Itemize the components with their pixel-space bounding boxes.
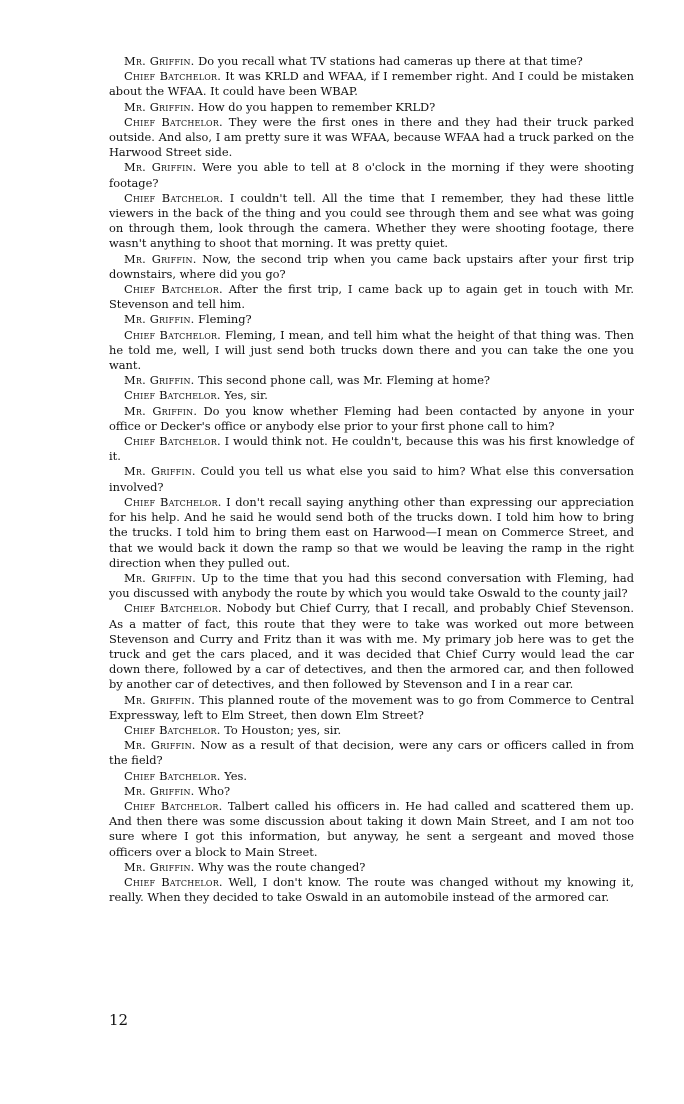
speaker-name: Chief Batchelor. (124, 874, 223, 889)
transcript-paragraph (109, 388, 634, 403)
transcript-paragraph (109, 693, 634, 723)
transcript-paragraph (109, 464, 634, 494)
speaker-name: Mr. Griffin. (124, 99, 195, 114)
paragraph-text: Yes. (224, 768, 247, 783)
transcript-paragraph (109, 769, 634, 784)
speaker-name: Chief Batchelor. (124, 388, 221, 403)
speaker-name: Chief Batchelor. (124, 768, 221, 783)
transcript-paragraph (109, 312, 634, 327)
transcript-body (109, 54, 634, 905)
paragraph-text: Now, the second trip when you came back upstairs after your first trip downstairs, where did you go? (109, 251, 635, 281)
paragraph-text: Fleming, I mean, and tell him what the height of that thing was. Then he told me, well, I will just send both trucks down there and you can take the one you want. (109, 327, 634, 373)
paragraph-text: Fleming? (198, 312, 252, 327)
transcript-paragraph (109, 860, 634, 875)
paragraph-text: Could you tell us what else you said to him? What else this conversation involved? (109, 464, 634, 494)
transcript-paragraph (109, 404, 634, 434)
speaker-name: Mr. Griffin. (124, 570, 196, 585)
speaker-name: Mr. Griffin. (124, 251, 197, 266)
speaker-name: Chief Batchelor. (124, 114, 223, 129)
transcript-paragraph (109, 784, 634, 799)
speaker-name: Mr. Griffin. (124, 464, 196, 479)
paragraph-text: Nobody but Chief Curry, that I recall, and probably Chief Stevenson. As a matter of fact, this route that they were to take was worked out more between Stevenson and Curry and Fritz than it was with me. My primary job here was to get the truck and get the cars placed, and it was decided that Chief Curry would lead the car down there, followed by a car of detectives, and then the armored car, and then followed by another car of detectives, and then followed by Stevenson and I in a rear car. (109, 601, 634, 692)
paragraph-text: Do you know whether Fleming had been contacted by anyone in your office or Decker's office or anybody else prior to your first phone call to him? (109, 403, 634, 433)
speaker-name: Mr. Griffin. (124, 160, 197, 175)
paragraph-text: Do you recall what TV stations had cameras up there at that time? (198, 54, 583, 68)
speaker-name: Chief Batchelor. (124, 327, 222, 342)
speaker-name: Mr. Griffin. (124, 54, 195, 68)
speaker-name: Mr. Griffin. (124, 692, 196, 707)
transcript-paragraph (109, 434, 634, 464)
speaker-name: Chief Batchelor. (124, 601, 222, 616)
transcript-paragraph (109, 100, 634, 115)
speaker-name: Chief Batchelor. (124, 434, 221, 449)
transcript-paragraph (109, 373, 634, 388)
speaker-name: Mr. Griffin. (124, 373, 195, 388)
paragraph-text: How do you happen to remember KRLD? (198, 99, 436, 114)
transcript-paragraph (109, 799, 634, 860)
transcript-paragraph (109, 115, 634, 161)
paragraph-text: After the first trip, I came back up to again get in touch with Mr. Stevenson and tell him. (109, 282, 634, 312)
paragraph-text: This planned route of the movement was to go from Commerce to Central Expressway, left to Elm Street, then down Elm Street? (109, 692, 634, 722)
transcript-paragraph (109, 495, 634, 571)
paragraph-text: I don't recall saying anything other than expressing our appreciation for his help. And he said he would send both of the trucks down. I told him how to bring the trucks. I told him to bring them east on Harwood—I mean on Commerce Street, and that we would back it down the ramp so that we would be leaving the ramp in the right direction when they pulled out. (109, 494, 634, 570)
speaker-name: Chief Batchelor. (124, 494, 222, 509)
paragraph-text: Well, I don't know. The route was changed without my knowing it, really. When they decided to take Oswald in an automobile instead of the armored car. (109, 874, 634, 905)
speaker-name: Mr. Griffin. (124, 859, 195, 874)
transcript-paragraph (109, 571, 634, 601)
paragraph-text: This second phone call, was Mr. Fleming at home? (198, 373, 491, 388)
speaker-name: Mr. Griffin. (124, 738, 196, 753)
transcript-paragraph (109, 723, 634, 738)
speaker-name: Mr. Griffin. (124, 783, 195, 798)
transcript-paragraph (109, 738, 634, 768)
transcript-paragraph (109, 191, 634, 252)
paragraph-text: To Houston; yes, sir. (224, 722, 342, 737)
paragraph-text: Why was the route changed? (198, 859, 366, 874)
speaker-name: Chief Batchelor. (124, 282, 223, 297)
speaker-name: Chief Batchelor. (124, 190, 224, 205)
transcript-paragraph (109, 328, 634, 374)
speaker-name: Chief Batchelor. (124, 722, 221, 737)
paragraph-text: Up to the time that you had this second conversation with Fleming, had you discussed with anybody the route by which you would take Oswald to the county jail? (109, 570, 634, 601)
transcript-paragraph (109, 54, 634, 69)
paragraph-text: Yes, sir. (224, 388, 268, 403)
paragraph-text: Who? (198, 783, 231, 798)
paragraph-text: It was KRLD and WFAA, if I remember right. And I could be mistaken about the WFAA. It could have been WBAP. (109, 69, 634, 99)
speaker-name: Mr. Griffin. (124, 403, 198, 418)
paragraph-text: Were you able to tell at 8 o'clock in the morning if they were shooting footage? (109, 160, 635, 190)
paragraph-text: They were the first ones in there and they had their truck parked outside. And also, I am pretty sure it was WFAA, because WFAA had a truck parked on the Harwood Street side. (109, 114, 634, 160)
paragraph-text: I couldn't tell. All the time that I remember, they had these little viewers in the back of the thing and you could see through them and see what was going on through them, look through the camera. Whether they were shooting footage, there wasn't anything to shoot that morning. It was pretty quiet. (109, 190, 634, 251)
paragraph-text: I would think not. He couldn't, because this was his first knowledge of it. (109, 434, 634, 464)
paragraph-text: Talbert called his officers in. He had called and scattered them up. And then there was some discussion about taking it down Main Street, and I am not too sure where I got this information, but anyway, he sent a sergeant and moved those officers over a block to Main Street. (109, 798, 634, 859)
speaker-name: Chief Batchelor. (124, 69, 222, 84)
speaker-name: Mr. Griffin. (124, 312, 195, 327)
paragraph-text: Now as a result of that decision, were any cars or officers called in from the field? (109, 738, 634, 768)
transcript-paragraph (109, 875, 634, 905)
transcript-paragraph (109, 282, 634, 312)
speaker-name: Chief Batchelor. (124, 798, 223, 813)
page-number: 12 (109, 1011, 129, 1029)
transcript-paragraph (109, 160, 634, 190)
transcript-paragraph (109, 601, 634, 692)
transcript-paragraph (109, 69, 634, 99)
transcript-paragraph (109, 252, 634, 282)
